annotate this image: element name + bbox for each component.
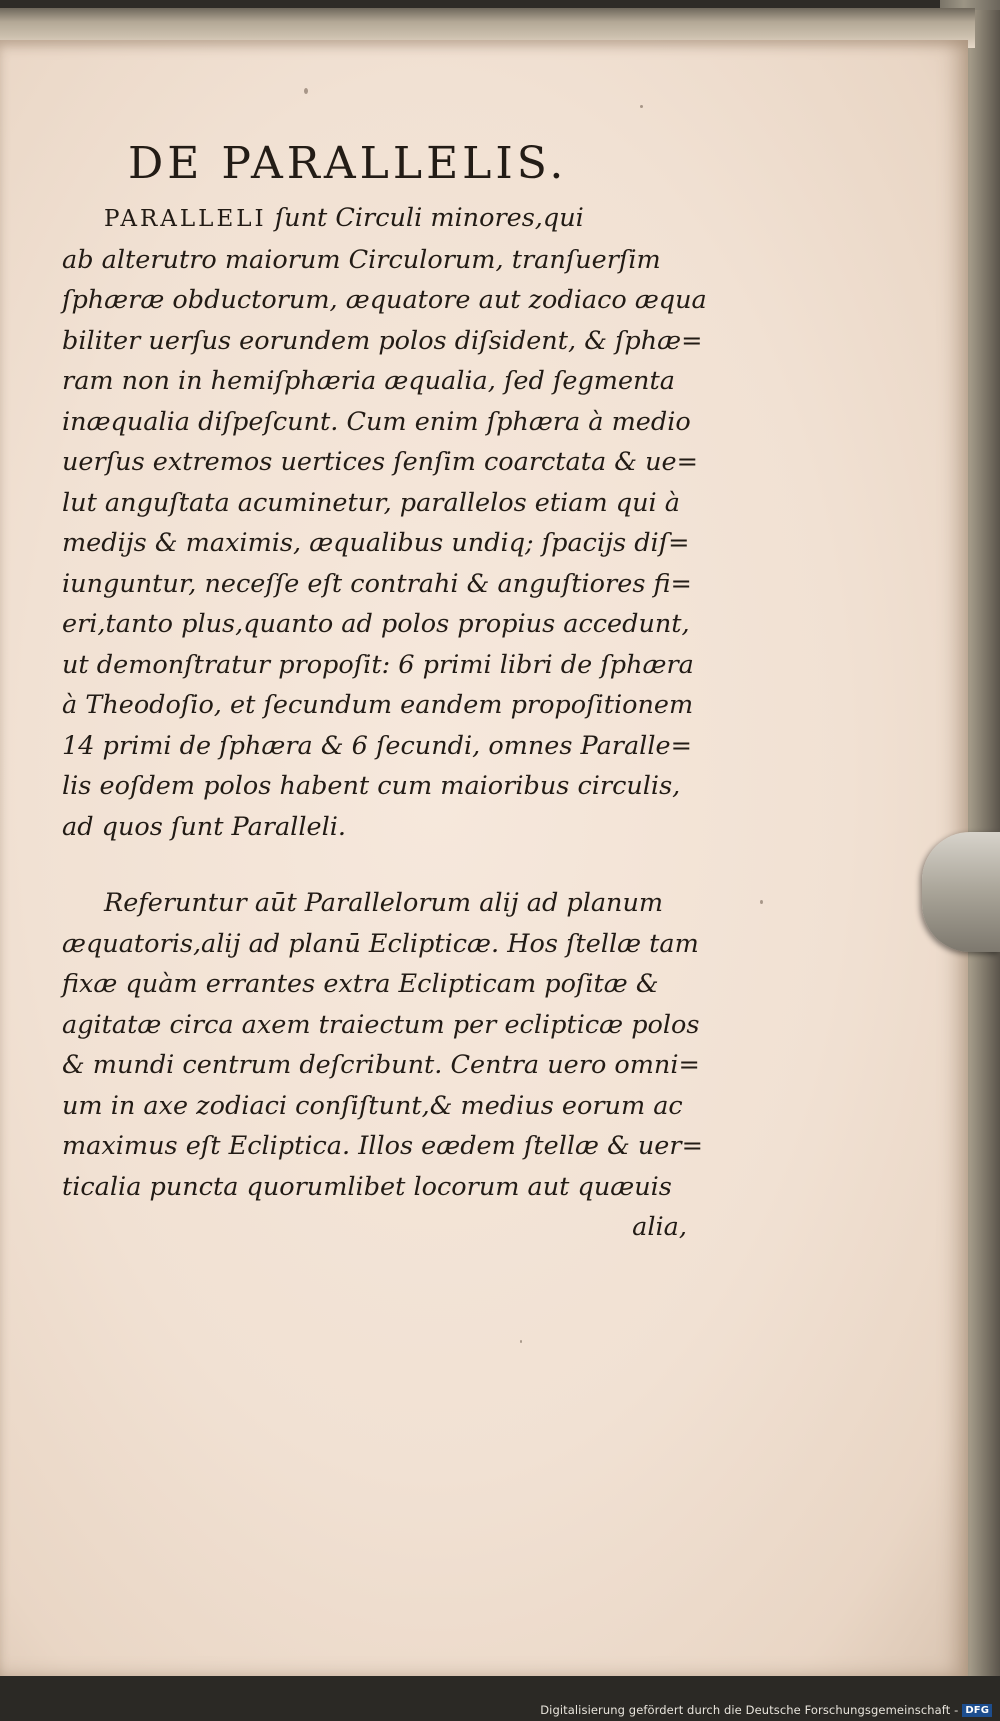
digitization-credit — [540, 1703, 992, 1717]
body-text — [62, 198, 707, 1248]
text-line: maximus eſt Ecliptica. Illos eædem ſtellæ & uer= — [62, 1131, 703, 1161]
catchword: alia, — [632, 1212, 687, 1242]
text-line: uerſus extremos uertices ſenſim coarctata & ue= — [62, 447, 698, 477]
text-line: à Theodoſio, et ſecundum eandem propoſitionem — [62, 690, 694, 720]
text-line: ad quos ſunt Paralleli. — [62, 811, 346, 842]
text-line: æquatoris,alij ad planū Eclipticæ. Hos ſtellæ tam — [62, 928, 699, 959]
text-line: 14 primi de ſphæra & 6 ſecundi, omnes Paralle= — [62, 730, 692, 761]
credit-text: Digitalisierung gefördert durch die Deutsche Forschungsgemeinschaft - — [540, 1703, 959, 1717]
text-line: Referuntur aūt Parallelorum alij ad planum — [104, 888, 664, 918]
text-line: medijs & maximis, æqualibus undiq; ſpacijs diſ= — [62, 528, 690, 558]
paper-speck — [520, 1340, 522, 1343]
paper-speck — [640, 105, 643, 108]
text-line: agitatæ circa axem traiectum per eclipticæ polos — [62, 1009, 700, 1040]
text-line: lut anguſtata acuminetur, parallelos etiam qui à — [62, 487, 680, 518]
text-line: lis eoſdem polos habent cum maioribus circulis, — [62, 771, 681, 801]
text-line: biliter uerſus eorundem polos diſsident, & ſphæ= — [62, 325, 703, 356]
text-line: ut demonſtratur propoſit: 6 primi libri de ſphæra — [62, 649, 694, 680]
text-line: ſphæræ obductorum, æquatore aut zodiaco æqua — [62, 285, 707, 315]
paragraph-gap — [62, 847, 687, 883]
text-line: eri,tanto plus,quanto ad polos propius accedunt, — [62, 609, 690, 639]
text-line: um in axe zodiaci conſiſtunt,& medius eorum ac — [62, 1090, 683, 1121]
text-line: iunguntur, neceſſe eſt contrahi & anguſtiores fi= — [62, 568, 692, 599]
text-line: inæqualia diſpeſcunt. Cum enim ſphæra à medio — [62, 406, 691, 437]
book-clasp — [922, 832, 1000, 952]
dfg-logo: DFG — [962, 1704, 992, 1717]
text-line: ram non in hemiſphæria æqualia, ſed ſegmenta — [62, 366, 675, 396]
lead-word: PARALLELI — [104, 206, 267, 232]
text-line: & mundi centrum deſcribunt. Centra uero omni= — [62, 1050, 700, 1080]
paper-speck — [304, 88, 308, 94]
text-line: PARALLELI ſunt Circuli minores,qui — [104, 203, 584, 233]
page-heading: DE PARALLELIS. — [128, 138, 568, 189]
text-line: ab alterutro maiorum Circulorum, tranſuerſim — [62, 244, 661, 275]
paper-speck — [760, 900, 763, 904]
text-line: ticalia puncta quorumlibet locorum aut quæuis — [62, 1171, 672, 1202]
text-line: fixæ quàm errantes extra Eclipticam poſitæ & — [62, 969, 659, 999]
